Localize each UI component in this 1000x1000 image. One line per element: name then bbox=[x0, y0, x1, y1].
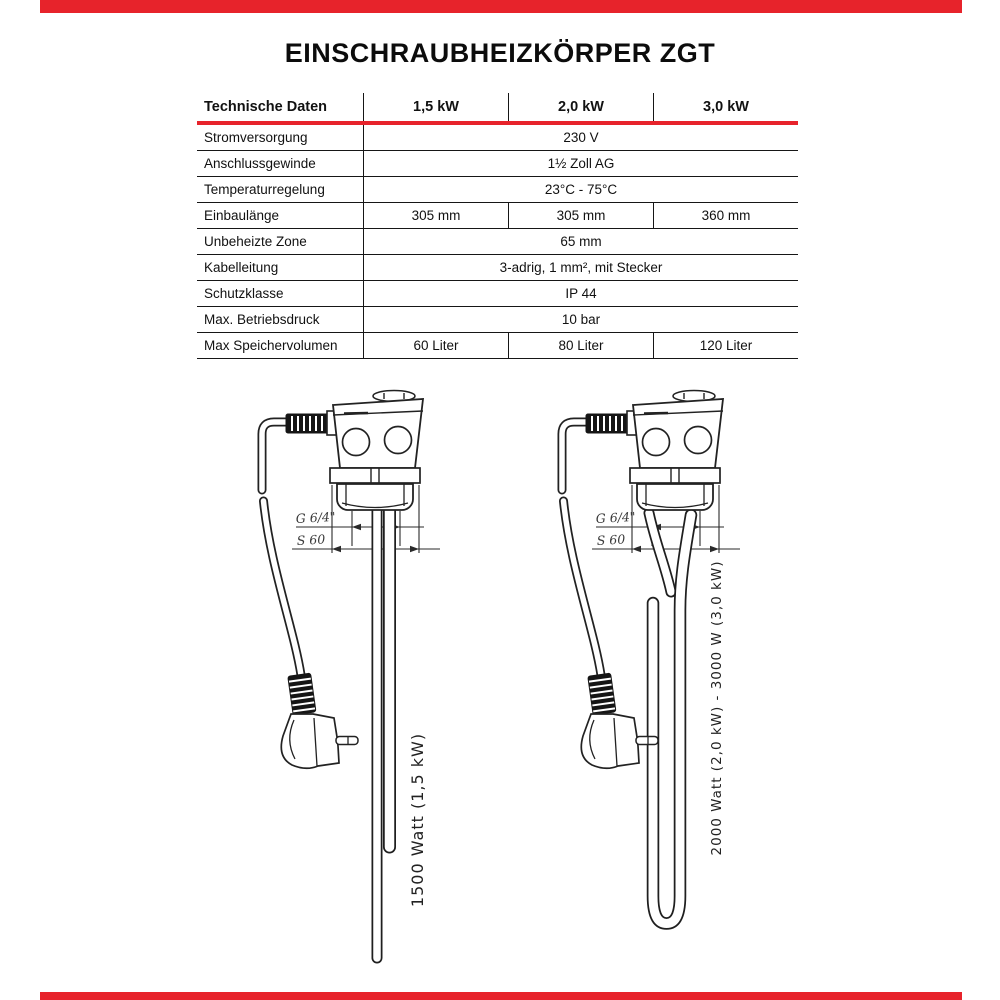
table-row bbox=[197, 177, 798, 203]
row-value: IP 44 bbox=[363, 281, 798, 307]
wrench-size-label: S 60 bbox=[296, 531, 326, 548]
table-header-col: 2,0 kW bbox=[508, 93, 653, 121]
diagram-straight-element bbox=[262, 391, 440, 959]
row-value: 120 Liter bbox=[653, 333, 798, 359]
row-label: Schutzklasse bbox=[197, 281, 363, 307]
row-value: 3-adrig, 1 mm², mit Stecker bbox=[363, 255, 798, 281]
table-row bbox=[197, 333, 798, 359]
thread-size-label: G 6/4" bbox=[295, 508, 336, 526]
row-value: 305 mm bbox=[508, 203, 653, 229]
row-label: Max. Betriebsdruck bbox=[197, 307, 363, 333]
row-label: Einbaulänge bbox=[197, 203, 363, 229]
row-value: 360 mm bbox=[653, 203, 798, 229]
heating-element-drawings bbox=[0, 370, 1000, 1000]
top-accent-bar bbox=[40, 0, 962, 13]
table-header-col: 3,0 kW bbox=[653, 93, 798, 121]
row-label: Temperaturregelung bbox=[197, 177, 363, 203]
row-value: 23°C - 75°C bbox=[363, 177, 798, 203]
table-row bbox=[197, 151, 798, 177]
row-label: Max Speichervolumen bbox=[197, 333, 363, 359]
row-value: 1½ Zoll AG bbox=[363, 151, 798, 177]
technical-drawings bbox=[0, 370, 1000, 1000]
table-header-col: 1,5 kW bbox=[363, 93, 508, 121]
row-label: Anschlussgewinde bbox=[197, 151, 363, 177]
table-row bbox=[197, 203, 798, 229]
thread-size-label: G 6/4" bbox=[595, 508, 636, 526]
row-label: Stromversorgung bbox=[197, 125, 363, 151]
row-label: Kabelleitung bbox=[197, 255, 363, 281]
table-header-label: Technische Daten bbox=[204, 99, 328, 115]
heating-rod-straight bbox=[377, 508, 390, 958]
row-value: 10 bar bbox=[363, 307, 798, 333]
table-row bbox=[197, 281, 798, 307]
bottom-accent-bar bbox=[40, 992, 962, 1000]
diagram-u-element bbox=[562, 391, 740, 924]
row-label: Unbeheizte Zone bbox=[197, 229, 363, 255]
row-value: 65 mm bbox=[363, 229, 798, 255]
page-title: EINSCHRAUBHEIZKÖRPER ZGT bbox=[284, 38, 716, 68]
table-row bbox=[197, 125, 798, 151]
table-header-row bbox=[197, 93, 798, 121]
table-row bbox=[197, 229, 798, 255]
power-rating-label: 1500 Watt (1,5 kW) bbox=[408, 732, 427, 908]
wrench-size-label: S 60 bbox=[596, 531, 626, 548]
technical-data-table bbox=[197, 93, 798, 359]
power-rating-label: 2000 Watt (2,0 kW) - 3000 W (3,0 kW) bbox=[709, 560, 725, 856]
row-value: 230 V bbox=[363, 125, 798, 151]
table-row bbox=[197, 307, 798, 333]
table-row bbox=[197, 255, 798, 281]
row-value: 80 Liter bbox=[508, 333, 653, 359]
row-value: 305 mm bbox=[363, 203, 508, 229]
heating-rod-u-shape bbox=[649, 513, 691, 924]
row-value: 60 Liter bbox=[363, 333, 508, 359]
